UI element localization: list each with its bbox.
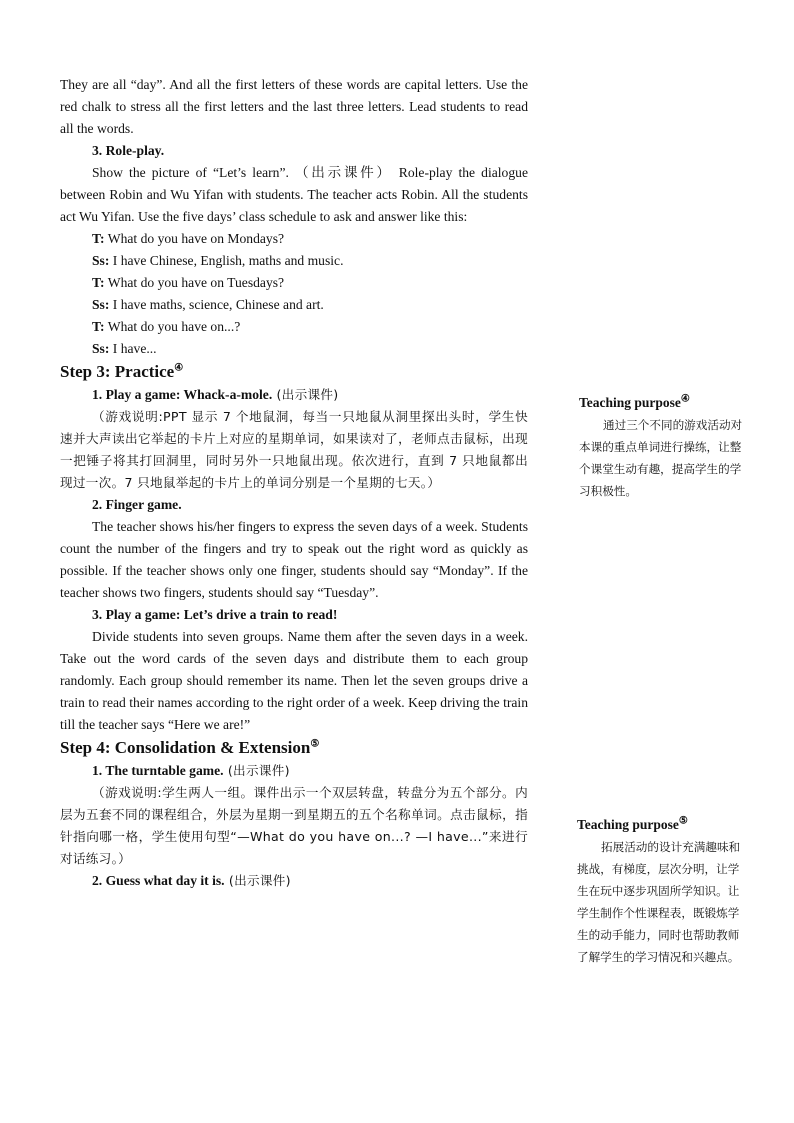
tp-title-text: Teaching purpose xyxy=(579,395,681,410)
step3-item2-desc: The teacher shows his/her fingers to express the seven days of a week. Students count the number of the fingers and try to speak out the right word as quickly as possible. If the teacher shows only one finger, students should say “Monday”. If the teacher shows two fingers, students should say “Tuesday”. xyxy=(60,519,528,600)
line: What do you have on Mondays? xyxy=(104,231,285,246)
item-title: 1. The turntable game. xyxy=(92,763,224,778)
dialogue xyxy=(60,228,528,360)
speaker: T: xyxy=(92,319,105,334)
dialogue-line xyxy=(60,250,528,272)
dialogue-line xyxy=(60,316,528,338)
roleplay-text: Show the picture of “Let’s learn”. （出示课件） Role-play the dialogue between Robin and Wu Yifan with students. The teacher acts Robin. All the students act Wu Yifan. Use the five days’ class schedule to ask and answer like this: xyxy=(60,165,528,224)
lesson-body xyxy=(60,74,528,892)
step3-item3-title: 3. Play a game: Let’s drive a train to read! xyxy=(92,607,338,622)
step4-item2-title xyxy=(60,870,528,892)
line: I have... xyxy=(109,341,157,356)
step3-item1-desc: （游戏说明:PPT 显示 7 个地鼠洞，每当一只地鼠从洞里探出头时，学生快速并大声读出它举起的卡片上对应的星期单词，如果读对了，老师点击鼠标，出现一把锤子将其打回洞里，同时另外一只地鼠出现。依次进行，直到 7 只地鼠都出现过一次。7 只地鼠举起的卡片上的单词分别是一个星期的七天。） xyxy=(60,409,528,490)
tp-mark: ④ xyxy=(680,393,690,405)
step3-item2-title: 2. Finger game. xyxy=(92,497,182,512)
step4-heading xyxy=(60,736,528,760)
speaker: Ss: xyxy=(92,341,110,356)
tp-title xyxy=(579,392,747,414)
step2-paragraph: They are all “day”. And all the first letters of these words are capital letters. Use the red chalk to stress all the first letters and the last three letters. Lead students to read all the words. xyxy=(60,77,528,136)
step3-item1-title xyxy=(60,384,528,406)
speaker: Ss: xyxy=(92,253,110,268)
line: I have maths, science, Chinese and art. xyxy=(109,297,324,312)
speaker: Ss: xyxy=(92,297,110,312)
item-note: (出示课件) xyxy=(224,873,291,888)
tp-body: 通过三个不同的游戏活动对本课的重点单词进行操练，让整个课堂生动有趣，提高学生的学习积极性。 xyxy=(579,418,743,498)
dialogue-line xyxy=(60,228,528,250)
speaker: T: xyxy=(92,275,105,290)
step3-title: Step 3: Practice xyxy=(60,362,175,381)
tp-body: 拓展活动的设计充满趣味和挑战，有梯度，层次分明，让学生在玩中逐步巩固所学知识。让学生制作个性课程表，既锻炼学生的动手能力，同时也帮助教师了解学生的学习情况和兴趣点。 xyxy=(577,840,741,964)
line: I have Chinese, English, maths and music. xyxy=(109,253,344,268)
item-note: (出示课件) xyxy=(223,763,290,778)
dialogue-line xyxy=(60,272,528,294)
step4-item1-desc: （游戏说明:学生两人一组。课件出示一个双层转盘，转盘分为五个部分。内层为五套不同的课程组合，外层为星期一到星期五的五个名称单词。点击鼠标，指针指向哪一格，学生使用句型“—What do you have on...? —I have...”来进行对话练习。） xyxy=(60,785,528,866)
step3-heading xyxy=(60,360,528,384)
dialogue-line xyxy=(60,338,528,360)
item-title: 1. Play a game: Whack-a-mole. xyxy=(92,387,273,402)
step4-mark: ⑤ xyxy=(310,738,320,750)
speaker: T: xyxy=(92,231,105,246)
tp-title xyxy=(577,814,745,836)
step3-item3-desc: Divide students into seven groups. Name them after the seven days in a week. Take out the word cards of the seven days and distribute them to each group randomly. Each group should remember its name. Then let the seven groups drive a train to read their names according to the right order of a week. Keep driving the train till the teacher says “Here we are!” xyxy=(60,629,528,732)
item-note: (出示课件) xyxy=(272,387,339,402)
step4-title: Step 4: Consolidation & Extension xyxy=(60,738,311,757)
tp-mark: ⑤ xyxy=(678,815,688,827)
teaching-purpose-5 xyxy=(577,814,745,968)
step4-item1-title xyxy=(60,760,528,782)
teaching-purpose-4 xyxy=(579,392,747,502)
roleplay-heading: 3. Role-play. xyxy=(92,143,165,158)
line: What do you have on...? xyxy=(104,319,241,334)
item-title: 2. Guess what day it is. xyxy=(92,873,225,888)
line: What do you have on Tuesdays? xyxy=(104,275,285,290)
tp-title-text: Teaching purpose xyxy=(577,817,679,832)
step3-mark: ④ xyxy=(174,362,184,374)
dialogue-line xyxy=(60,294,528,316)
